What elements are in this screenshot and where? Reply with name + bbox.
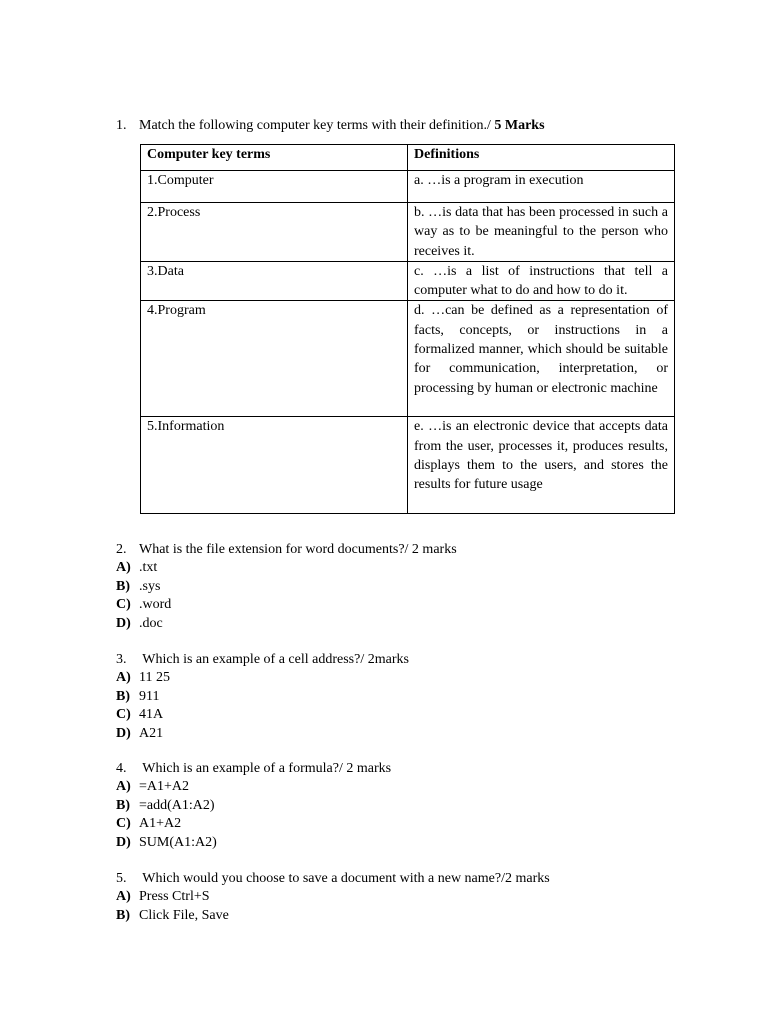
option-text: .txt (139, 560, 158, 576)
option-text: =A1+A2 (139, 779, 190, 795)
question-number: 1. (116, 118, 127, 133)
option (116, 706, 409, 724)
table-row (141, 171, 675, 203)
option-letter: A) (116, 779, 131, 795)
question-2 (116, 541, 457, 633)
option-text: .word (139, 597, 172, 613)
question-text: Which is an example of a cell address?/ 2marks (139, 652, 409, 667)
table-header-row (141, 145, 675, 171)
question-number: 4. (116, 761, 127, 776)
option-letter: A) (116, 889, 131, 905)
definition-cell: e. …is an electronic device that accepts data from the user, processes it, produces results, displays them to the users, and stores the results for future usage (408, 417, 675, 514)
term-cell: 4.Program (141, 301, 408, 417)
option-letter: B) (116, 797, 130, 813)
option (116, 778, 391, 796)
option-letter: B) (116, 578, 130, 594)
question-number: 5. (116, 871, 127, 886)
term-cell: 3.Data (141, 261, 408, 301)
option-letter: B) (116, 688, 130, 704)
header-definitions: Definitions (408, 145, 675, 171)
option-text: .sys (139, 578, 161, 594)
question-text: Match the following computer key terms with their definition./ (139, 118, 491, 133)
option-letter: D) (116, 834, 131, 850)
question-text: What is the file extension for word documents?/ 2 marks (139, 542, 457, 557)
option (116, 615, 457, 633)
term-cell: 5.Information (141, 417, 408, 514)
table-row (141, 203, 675, 262)
definition-cell: b. …is data that has been processed in such a way as to be meaningful to the person who receives it. (408, 203, 675, 262)
option (116, 725, 409, 743)
option (116, 888, 550, 906)
question-number: 3. (116, 652, 127, 667)
option-letter: C) (116, 597, 131, 613)
question-marks: 5 Marks (494, 118, 545, 133)
option (116, 596, 457, 614)
definition-cell: d. …can be defined as a representation of facts, concepts, or instructions in a formalized manner, which should be suitable for communication, interpretation, or processing by human or electronic machine (408, 301, 675, 417)
option-text: SUM(A1:A2) (139, 834, 217, 850)
option-text: A1+A2 (139, 816, 182, 832)
term-cell: 2.Process (141, 203, 408, 262)
option (116, 907, 550, 925)
definition-cell: c. …is a list of instructions that tell a computer what to do and how to do it. (408, 261, 675, 301)
question-text: Which would you choose to save a document with a new name?/2 marks (139, 871, 550, 886)
option (116, 669, 409, 687)
option-text: A21 (139, 725, 164, 741)
matching-table (140, 144, 675, 514)
table-row (141, 301, 675, 417)
option-letter: C) (116, 707, 131, 723)
option (116, 559, 457, 577)
option (116, 797, 391, 815)
option (116, 688, 409, 706)
option (116, 578, 457, 596)
question-3 (116, 651, 409, 743)
option-letter: C) (116, 816, 131, 832)
option-text: 41A (139, 707, 164, 723)
header-terms: Computer key terms (141, 145, 408, 171)
table-row (141, 261, 675, 301)
definition-cell: a. …is a program in execution (408, 171, 675, 203)
option-text: 911 (139, 688, 160, 704)
option-text: 11 25 (139, 670, 170, 686)
option-text: Press Ctrl+S (139, 889, 210, 905)
option-text: .doc (139, 615, 163, 631)
option (116, 834, 391, 852)
option-text: =add(A1:A2) (139, 797, 215, 813)
option-letter: D) (116, 725, 131, 741)
question-4 (116, 760, 391, 852)
question-1 (116, 117, 545, 135)
option-letter: B) (116, 907, 130, 923)
option (116, 815, 391, 833)
option-text: Click File, Save (139, 907, 229, 923)
question-5 (116, 870, 550, 925)
option-letter: D) (116, 615, 131, 631)
term-cell: 1.Computer (141, 171, 408, 203)
option-letter: A) (116, 670, 131, 686)
option-letter: A) (116, 560, 131, 576)
table-row (141, 417, 675, 514)
question-number: 2. (116, 542, 127, 557)
question-text: Which is an example of a formula?/ 2 marks (139, 761, 392, 776)
